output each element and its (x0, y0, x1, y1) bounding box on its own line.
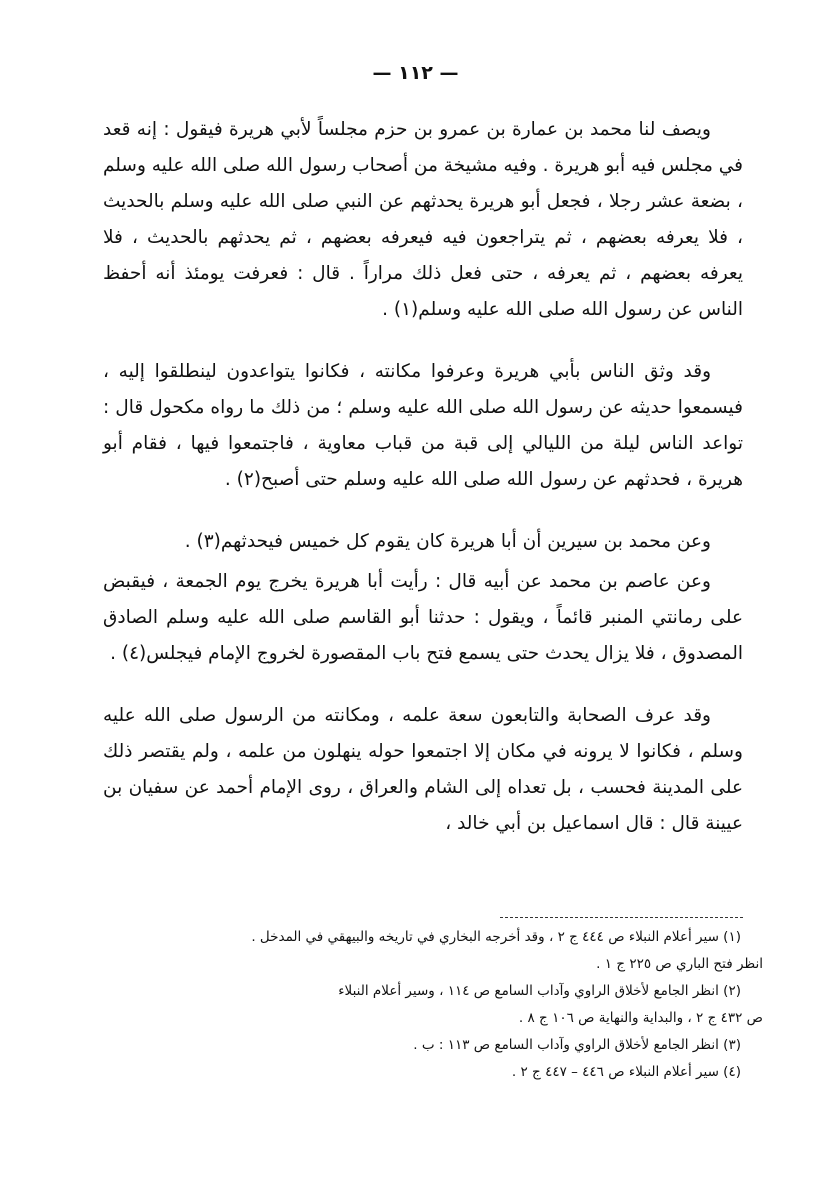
paragraph-hadith-majlis: ويصف لنا محمد بن عمارة بن عمرو بن حزم مجلساً لأبي هريرة فيقول : إنه قعد في مجلس فيه أبو هريرة . وفيه مشيخة من أصحاب رسول الله صلى الله عليه وسلم ، بضعة عشر رجلا ، فجعل أبو هريرة يحدثهم عن النبي صلى الله عليه وسلم بالحديث ، فلا يعرفه بعضهم ، ثم يتراجعون فيه فيعرفه بعضهم ، ثم يحدثهم بالحديث ، فلا يعرفه بعضهم ، ثم يعرفه ، حتى فعل ذلك مراراً . قال : فعرفت يومئذ أنه أحفظ الناس عن رسول الله صلى الله عليه وسلم(١) . (103, 119, 743, 320)
paragraph-companions: وقد عرف الصحابة والتابعون سعة علمه ، ومكانته من الرسول صلى الله عليه وسلم ، فكانوا لا يرونه في مكان إلا اجتمعوا حوله ينهلون من علمه ، ولم يقتصر ذلك على المدينة فحسب ، بل تعداه إلى الشام والعراق ، روى الإمام أحمد عن سفيان بن عيينة قال : قال اسماعيل بن أبي خالد ، (103, 705, 743, 834)
footnote-4: (٤) سير أعلام النبلاء ص ٤٤٦ – ٤٤٧ ج ٢ . (511, 1064, 741, 1080)
paragraph-asim: وعن عاصم بن محمد عن أبيه قال : رأيت أبا هريرة يخرج يوم الجمعة ، فيقبض على رمانتي المنبر قائماً ، ويقول : حدثنا أبو القاسم صلى الله عليه وسلم الصادق المصدوق ، فلا يزال يحدث حتى يسمع فتح باب المقصورة لخروج الإمام فيجلس(٤) . (103, 571, 743, 664)
footnote-2: (٢) انظر الجامع لأخلاق الراوي وآداب السامع ص ١١٤ ، وسير أعلام النبلاء (338, 983, 741, 999)
paragraph-ibn-sirin: وعن محمد بن سيرين أن أبا هريرة كان يقوم كل خميس فيحدثهم(٣) . (184, 531, 711, 552)
footnote-1: (١) سير أعلام النبلاء ص ٤٤٤ ج ٢ ، وقد أخرجه البخاري في تاريخه والبيهقي في المدخل . (251, 929, 741, 945)
footnotes (103, 924, 763, 1086)
footnote-3: (٣) انظر الجامع لأخلاق الراوي وآداب السامع ص ١١٣ : ب . (413, 1037, 741, 1053)
footnote-2-continued: ص ٤٣٢ ج ٢ ، والبداية والنهاية ص ١٠٦ ج ٨ . (518, 1010, 763, 1026)
footnote-1-continued: انظر فتح الباري ص ٢٢٥ ج ١ . (596, 956, 763, 972)
paragraph-people-trust: وقد وثق الناس بأبي هريرة وعرفوا مكانته ، فكانوا يتواعدون لينطلقوا إليه ، فيسمعوا حديثه عن رسول الله صلى الله عليه وسلم ؛ من ذلك ما رواه مكحول قال : تواعد الناس ليلة من الليالي إلى قبة من قباب معاوية ، فاجتمعوا فيها ، فقام أبو هريرة ، فحدثهم عن رسول الله صلى الله عليه وسلم حتى أصبح(٢) . (103, 361, 743, 490)
body-text (103, 112, 743, 842)
footnote-divider (500, 917, 743, 918)
page-number: — ١١٢ — (372, 62, 459, 84)
